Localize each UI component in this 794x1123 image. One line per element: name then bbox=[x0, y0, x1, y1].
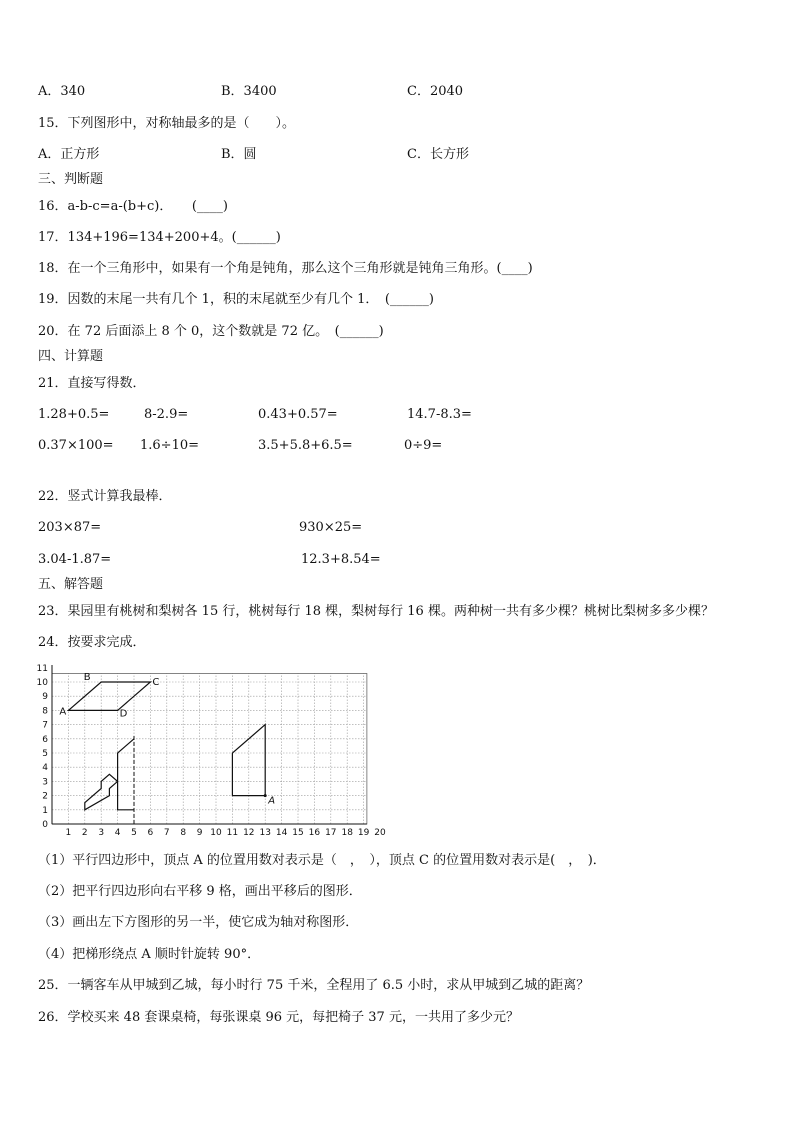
x-tick-label: 6 bbox=[147, 828, 154, 838]
point-a-marker bbox=[264, 794, 267, 797]
q24-stem: 24．按要求完成． bbox=[38, 635, 146, 650]
q24-sub3: （3）画出左下方图形的另一半，使它成为轴对称图形． bbox=[38, 915, 359, 930]
x-tick-label: 12 bbox=[243, 828, 255, 838]
q14-option-a: A．340 bbox=[38, 84, 86, 99]
q21-item: 8-2.9= bbox=[144, 407, 189, 422]
q18: 18．在一个三角形中，如果有一个角是钝角，那么这个三角形就是钝角三角形。(____) bbox=[38, 261, 533, 276]
q24-sub1: （1）平行四边形中，顶点 A 的位置用数对表示是（ ， ），顶点 C 的位置用数对表示是( ， )． bbox=[38, 853, 606, 868]
section-heading-application: 五、解答题 bbox=[38, 577, 104, 592]
y-tick-label: 7 bbox=[42, 720, 48, 731]
q21-item: 3.5+5.8+6.5= bbox=[258, 438, 353, 453]
half-figure bbox=[85, 739, 134, 810]
q17: 17．134+196=134+200+4。(______) bbox=[38, 230, 281, 245]
point-label-a-trapezoid: A bbox=[268, 795, 276, 807]
y-tick-label: 1 bbox=[42, 805, 48, 816]
x-tick-label: 16 bbox=[308, 828, 321, 838]
y-tick-label: 10 bbox=[36, 678, 48, 688]
x-tick-label: 3 bbox=[98, 828, 105, 838]
q21-item: 0.43+0.57= bbox=[258, 407, 338, 422]
x-tick-label: 4 bbox=[114, 828, 121, 838]
y-tick-label: 5 bbox=[42, 749, 48, 759]
q23: 23．果园里有桃树和梨树各 15 行，桃树每行 18 棵，梨树每行 16 棵。两种树一共有多少棵？桃树比梨树多多少棵？ bbox=[38, 604, 714, 619]
x-tick-label: 8 bbox=[180, 828, 187, 838]
q14-option-c: C．2040 bbox=[407, 84, 464, 99]
y-tick-label: 6 bbox=[42, 734, 48, 745]
q22-item: 930×25= bbox=[299, 520, 363, 535]
point-label-a: A bbox=[59, 706, 67, 718]
q22-item: 203×87= bbox=[38, 520, 102, 535]
x-tick-label: 14 bbox=[275, 828, 288, 838]
q21-item: 14.7-8.3= bbox=[407, 407, 472, 422]
y-tick-label: 11 bbox=[36, 663, 48, 674]
x-tick-label: 11 bbox=[226, 828, 239, 838]
q21-item: 0.37×100= bbox=[38, 438, 114, 453]
point-label-d: D bbox=[119, 708, 128, 720]
q20: 20．在 72 后面添上 8 个 0，这个数就是 72 亿。 (______) bbox=[38, 324, 384, 339]
q14-option-b: B．3400 bbox=[221, 84, 277, 99]
x-tick-label: 7 bbox=[163, 828, 170, 838]
x-tick-label: 20 bbox=[374, 828, 386, 838]
x-tick-label: 2 bbox=[81, 828, 88, 838]
q16: 16．a-b-c=a-(b+c)． (____) bbox=[38, 199, 228, 214]
x-tick-label: 17 bbox=[325, 828, 337, 838]
x-tick-label: 1 bbox=[65, 828, 72, 838]
q15-option-b: B．圆 bbox=[221, 147, 257, 162]
y-tick-label: 9 bbox=[42, 692, 48, 703]
y-tick-label: 4 bbox=[42, 763, 48, 774]
q21-stem: 21．直接写得数． bbox=[38, 376, 146, 391]
q24-sub2: （2）把平行四边形向右平移 9 格，画出平移后的图形． bbox=[38, 884, 362, 899]
x-tick-label: 15 bbox=[292, 828, 304, 838]
x-tick-label: 13 bbox=[259, 828, 271, 838]
x-tick-label: 9 bbox=[196, 828, 203, 838]
q19: 19．因数的末尾一共有几个 1，积的末尾就至少有几个 1． (______) bbox=[38, 292, 434, 307]
q22-item: 12.3+8.54= bbox=[301, 552, 381, 567]
q21-item: 0÷9= bbox=[404, 438, 443, 453]
q25: 25．一辆客车从甲城到乙城，每小时行 75 千米，全程用了 6.5 小时，求从甲城到乙城的距离？ bbox=[38, 978, 590, 993]
coordinate-grid-figure bbox=[36, 662, 396, 838]
section-heading-judgement: 三、判断题 bbox=[38, 172, 104, 187]
point-label-c: C bbox=[152, 677, 160, 688]
q26: 26．学校买来 48 套课桌椅，每张课桌 96 元，每把椅子 37 元，一共用了多少元？ bbox=[38, 1010, 519, 1025]
x-tick-label: 19 bbox=[357, 828, 370, 838]
q15-option-a: A．正方形 bbox=[38, 147, 100, 162]
point-label-b: B bbox=[83, 672, 91, 683]
q15-option-c: C．长方形 bbox=[407, 147, 469, 162]
q21-item: 1.6÷10= bbox=[140, 438, 200, 453]
x-tick-label: 18 bbox=[341, 828, 353, 838]
q21-item: 1.28+0.5= bbox=[38, 407, 110, 422]
q22-stem: 22．竖式计算我最棒． bbox=[38, 489, 172, 504]
q24-sub4: （4）把梯形绕点 A 顺时针旋转 90°． bbox=[38, 947, 261, 962]
y-tick-label: 8 bbox=[42, 706, 48, 717]
q15-stem: 15．下列图形中，对称轴最多的是（ ）。 bbox=[38, 116, 296, 131]
section-heading-calculation: 四、计算题 bbox=[38, 349, 104, 364]
x-tick-label: 5 bbox=[131, 828, 137, 838]
q22-item: 3.04-1.87= bbox=[38, 552, 112, 567]
y-tick-label: 2 bbox=[42, 791, 48, 802]
y-tick-label: 3 bbox=[42, 777, 48, 788]
y-tick-label: 0 bbox=[42, 820, 48, 830]
x-tick-label: 10 bbox=[210, 828, 222, 838]
